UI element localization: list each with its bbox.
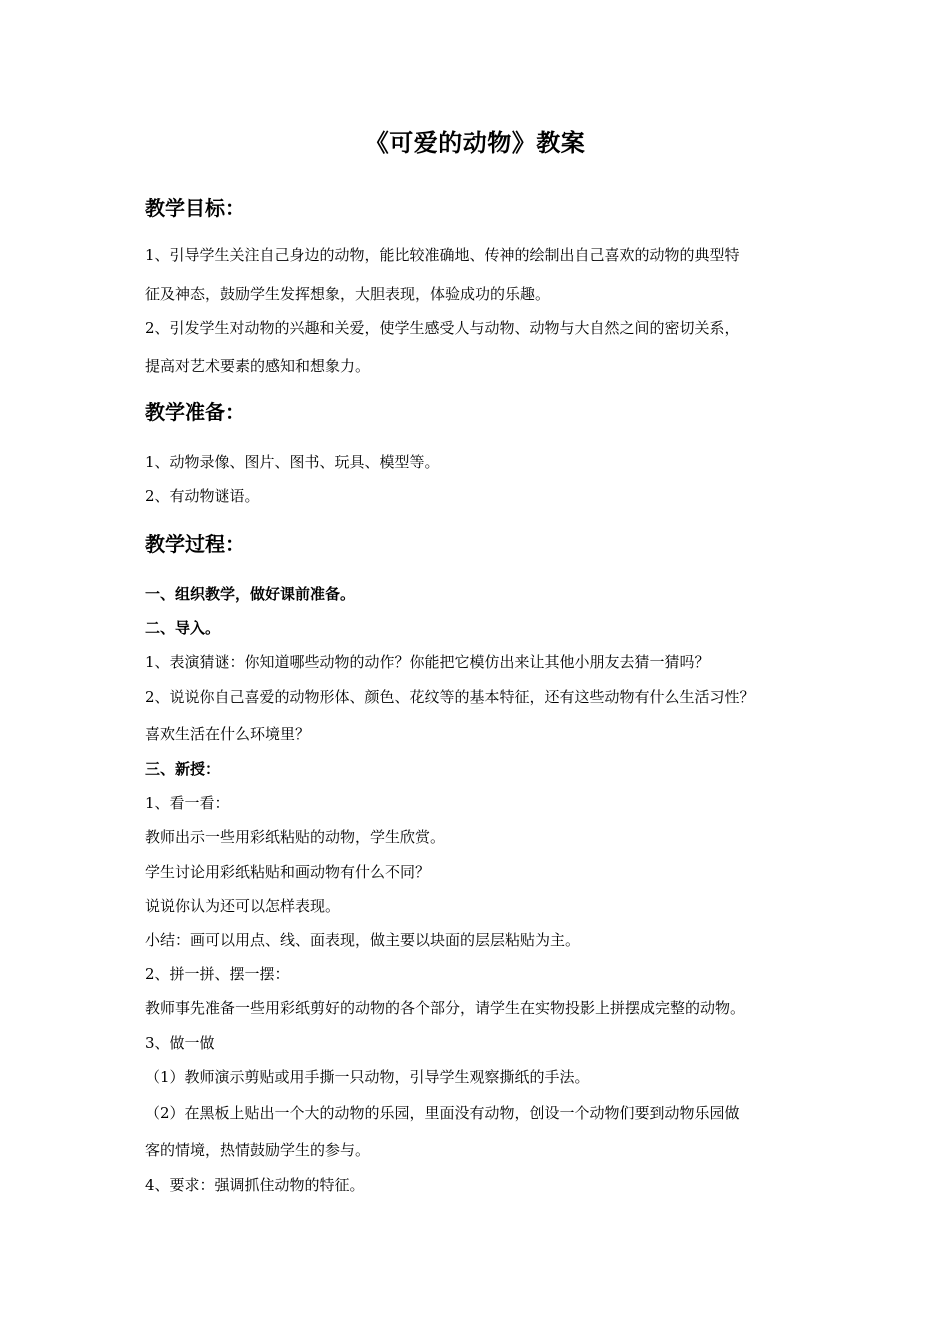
paragraph-line: 3、做一做 <box>145 1034 215 1052</box>
paragraph-line: 喜欢生活在什么环境里？ <box>145 725 311 743</box>
subsection-heading: 二、导入。 <box>145 619 221 637</box>
paragraph-line: 4、要求：强调抓住动物的特征。 <box>145 1176 365 1194</box>
section-heading-prep: 教学准备： <box>145 400 245 424</box>
paragraph-line: 征及神态，鼓励学生发挥想象，大胆表现，体验成功的乐趣。 <box>145 285 551 303</box>
paragraph-line: 1、动物录像、图片、图书、玩具、模型等。 <box>145 453 440 471</box>
paragraph-line: 2、拼一拼、摆一摆： <box>145 965 290 983</box>
paragraph-line: 教师事先准备一些用彩纸剪好的动物的各个部分，请学生在实物投影上拼摆成完整的动物。 <box>145 999 746 1017</box>
paragraph-line: 小结：画可以用点、线、面表现，做主要以块面的层层粘贴为主。 <box>145 931 581 949</box>
paragraph-line: （1）教师演示剪贴或用手撕一只动物，引导学生观察撕纸的手法。 <box>145 1068 590 1086</box>
paragraph-line: 教师出示一些用彩纸粘贴的动物，学生欣赏。 <box>145 828 446 846</box>
paragraph-line: 1、引导学生关注自己身边的动物，能比较准确地、传神的绘制出自己喜欢的动物的典型特 <box>145 246 740 264</box>
paragraph-line: 学生讨论用彩纸粘贴和画动物有什么不同？ <box>145 863 431 881</box>
paragraph-line: 1、表演猜谜：你知道哪些动物的动作？你能把它模仿出来让其他小朋友去猜一猜吗？ <box>145 653 710 671</box>
paragraph-line: 客的情境，热情鼓励学生的参与。 <box>145 1141 371 1159</box>
paragraph-line: 说说你认为还可以怎样表现。 <box>145 897 341 915</box>
paragraph-line: 2、说说你自己喜爱的动物形体、颜色、花纹等的基本特征，还有这些动物有什么生活习性？ <box>145 688 755 706</box>
paragraph-line: 提高对艺术要素的感知和想象力。 <box>145 357 371 375</box>
paragraph-line: （2）在黑板上贴出一个大的动物的乐园，里面没有动物，创设一个动物们要到动物乐园做 <box>145 1104 740 1122</box>
paragraph-line: 2、有动物谜语。 <box>145 487 260 505</box>
document-title: 《可爱的动物》教案 <box>364 128 586 157</box>
section-heading-goals: 教学目标： <box>145 196 245 220</box>
subsection-heading: 一、组织教学，做好课前准备。 <box>145 585 356 603</box>
subsection-heading: 三、新授： <box>145 760 221 778</box>
paragraph-line: 1、看一看： <box>145 794 230 812</box>
paragraph-line: 2、引发学生对动物的兴趣和关爱，使学生感受人与动物、动物与大自然之间的密切关系， <box>145 319 740 337</box>
section-heading-process: 教学过程： <box>145 532 245 556</box>
